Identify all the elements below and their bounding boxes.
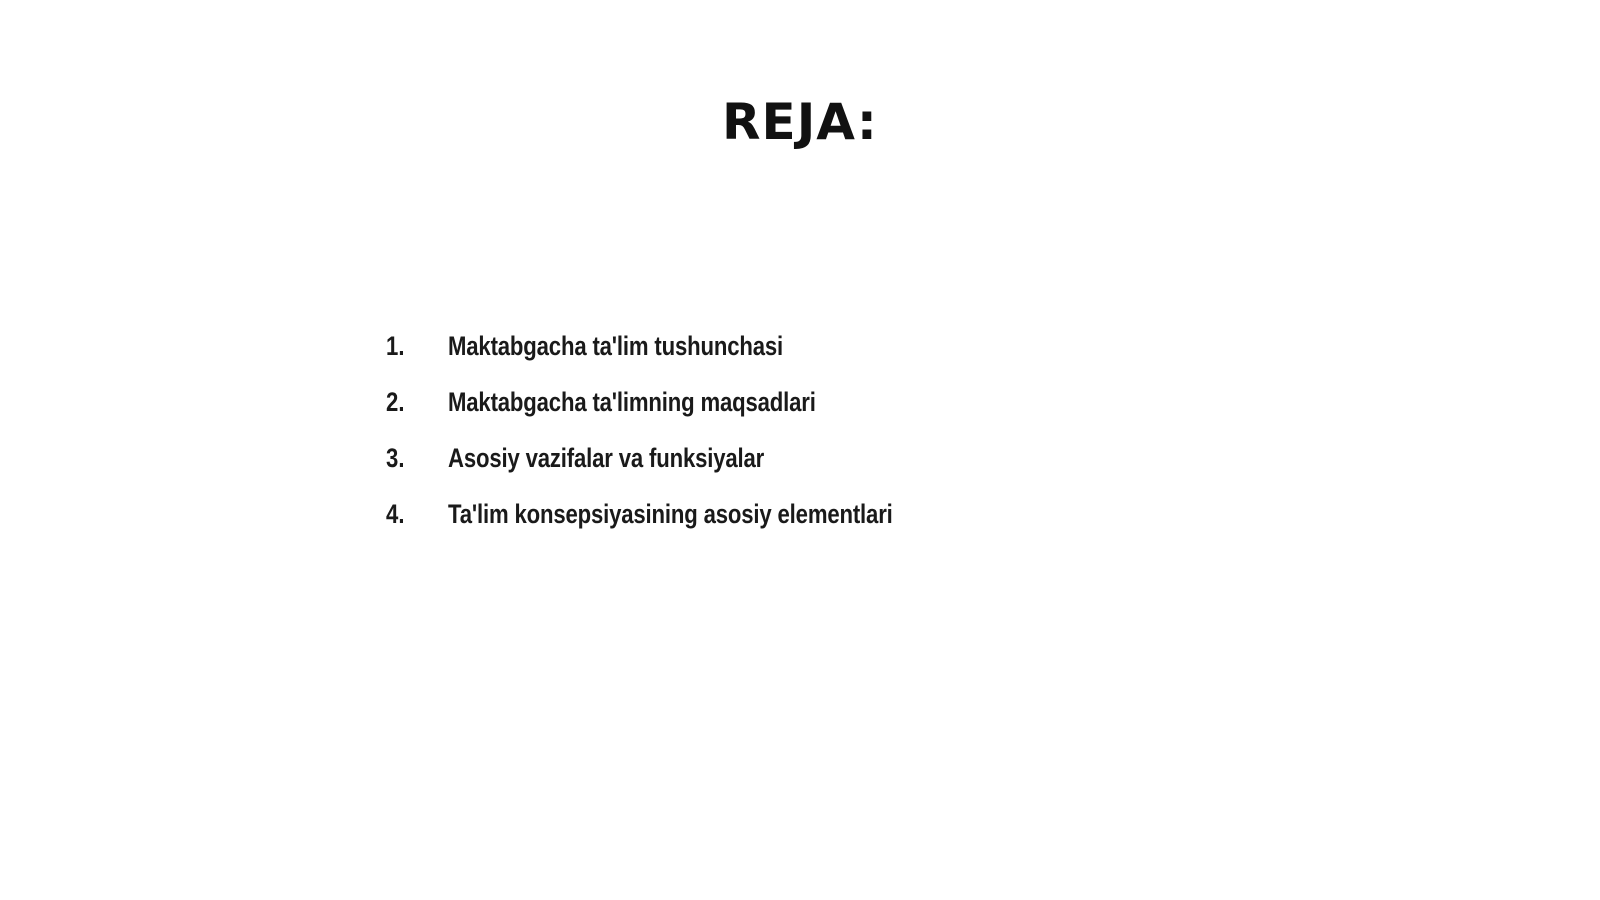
list-item <box>386 374 990 430</box>
list-item-number: 1. <box>386 330 405 361</box>
list-item-number: 2. <box>386 386 405 417</box>
list-item <box>386 318 990 374</box>
list-item <box>386 430 990 486</box>
list-item-text: Maktabgacha ta'lim tushunchasi <box>448 330 783 361</box>
list-item-number: 3. <box>386 442 405 473</box>
list-item-text: Asosiy vazifalar va funksiyalar <box>448 442 765 473</box>
list-item-text: Maktabgacha ta'limning maqsadlari <box>448 386 816 417</box>
plan-list <box>386 318 990 542</box>
list-item-text: Ta'lim konsepsiyasining asosiy elementlari <box>448 498 893 529</box>
list-item-number: 4. <box>386 498 405 529</box>
list-item <box>386 486 990 542</box>
slide-title: REJA: <box>722 93 878 151</box>
